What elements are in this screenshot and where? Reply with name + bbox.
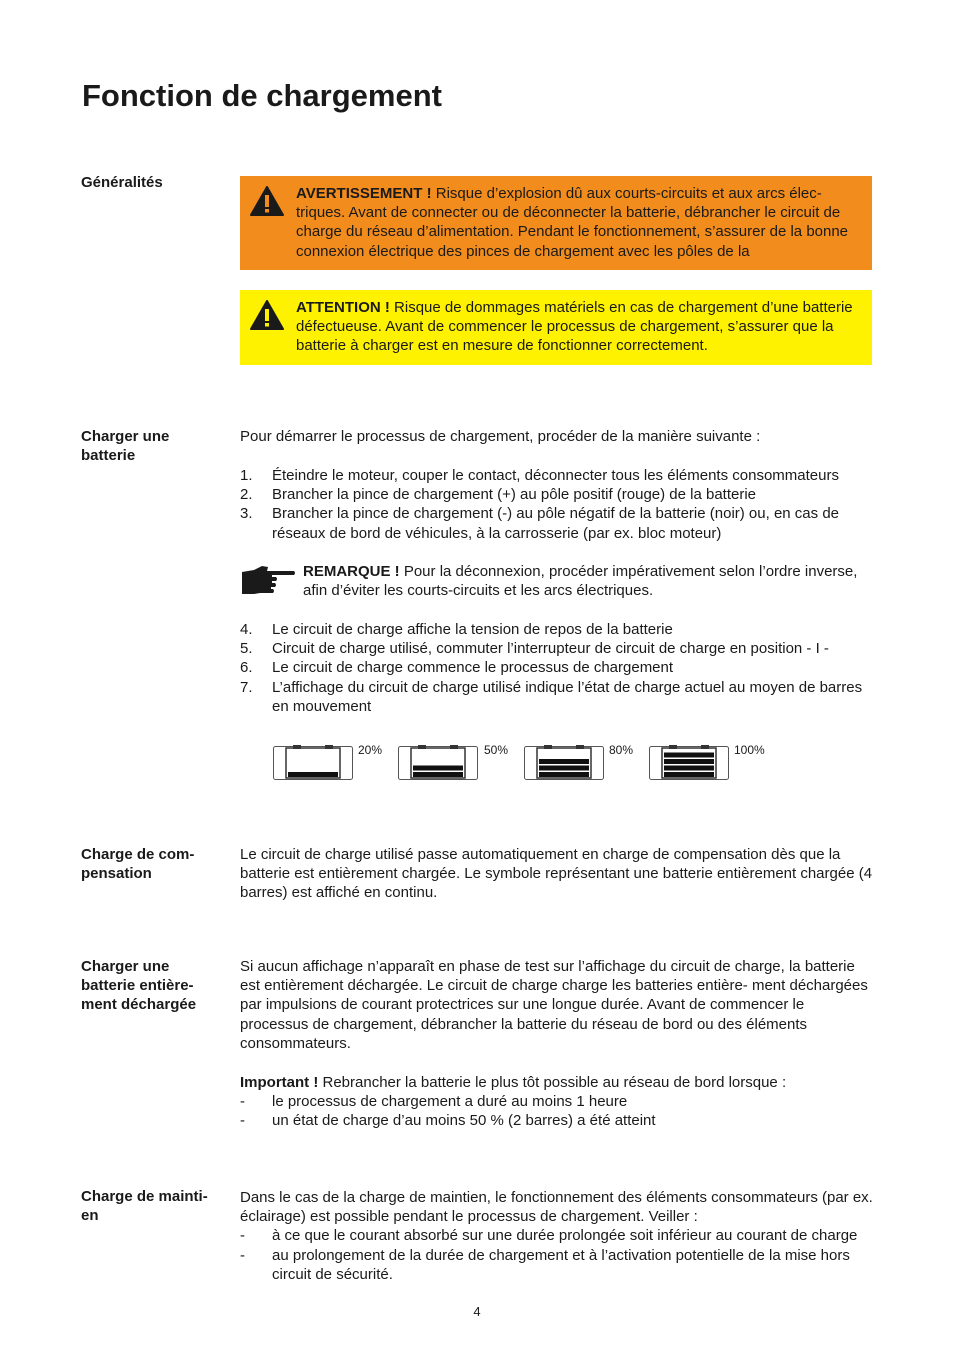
caution-text: Risque de dommages matériels en cas de chargement d’une batterie défectueuse. Avant de commencer le processus de chargement, s’assurer que la batterie à charger est en mesure de fonctionner correctement. <box>296 299 853 355</box>
page-number: 4 <box>473 1304 481 1319</box>
note-block <box>240 562 876 600</box>
battery-level-label: 80% <box>609 743 634 757</box>
caution-label: ATTENTION ! <box>296 299 390 316</box>
battery-level-label: 50% <box>484 743 509 757</box>
battery-bar <box>413 772 463 777</box>
battery-level-icon <box>524 743 604 780</box>
note-text: Pour la déconnexion, procéder impérativement selon l’ordre inverse, afin d’éviter les courts-circuits et les arcs électriques. <box>303 563 858 600</box>
caution-box <box>240 290 872 365</box>
warning-label: AVERTISSEMENT ! <box>296 185 432 202</box>
battery-bar <box>539 759 589 764</box>
steps-list-a <box>240 466 876 543</box>
section-label-compensation: Charge de com- pensation <box>81 846 195 883</box>
list-item: - un état de charge d’au moins 50 % (2 barres) a été atteint <box>240 1112 656 1130</box>
battery-bar <box>413 766 463 771</box>
battery-level-label: 20% <box>358 743 383 757</box>
battery-bar <box>664 766 714 771</box>
charger-intro: Pour démarrer le processus de chargement, procéder de la manière suivante : <box>240 428 761 445</box>
list-item: 3. Brancher la pince de chargement (-) au pôle négatif de la batterie (noir) ou, en cas de réseaux de bord de véhicules, à la carrosserie (par ex. bloc moteur) <box>240 505 839 542</box>
battery-bar <box>664 772 714 777</box>
battery-level-icon <box>273 743 353 780</box>
battery-bar <box>539 772 589 777</box>
maintien-block <box>240 1188 876 1284</box>
battery-bar <box>664 759 714 764</box>
list-item: - au prolongement de la durée de chargement et à l’activation potentielle de la mise hors circuit de sécurité. <box>240 1246 850 1283</box>
battery-level-label: 100% <box>734 743 765 757</box>
list-item: 4. Le circuit de charge affiche la tension de repos de la batterie <box>240 621 673 638</box>
section-label-generalites: Généralités <box>81 174 163 191</box>
maintien-text: Dans le cas de la charge de maintien, le fonctionnement des éléments consommateurs (par ex. éclairage) est possible pendant le processus de chargement. Veiller : <box>240 1189 873 1226</box>
list-item: 6. Le circuit de charge commence le processus de chargement <box>240 659 674 677</box>
important-text: Rebrancher la batterie le plus tôt possible au réseau de bord lorsque : <box>318 1074 787 1091</box>
battery-bar <box>288 772 338 777</box>
battery-level-icon <box>398 743 478 780</box>
list-item: - à ce que le courant absorbé sur une durée prolongée soit inférieur au courant de charge <box>240 1227 858 1245</box>
important-label: Important ! <box>240 1074 319 1091</box>
battery-level-icon <box>649 743 729 780</box>
battery-bar <box>664 753 714 758</box>
list-item: 2. Brancher la pince de chargement (+) au pôle positif (rouge) de la batterie <box>240 486 757 504</box>
section-label-maintien: Charge de mainti- en <box>81 1188 208 1225</box>
compensation-text: Le circuit de charge utilisé passe automatiquement en charge de compensation dès que la batterie est entièrement chargée. Le symbole représentant une batterie entièrement chargée (4 barres) est affiché en continu. <box>240 846 873 902</box>
warning-box <box>240 176 872 270</box>
list-item: 7. L’affichage du circuit de charge utilisé indique l’état de charge actuel au moyen de barres en mouvement <box>240 678 863 715</box>
battery-bar <box>539 766 589 771</box>
warning-triangle-icon <box>250 300 284 330</box>
warning-triangle-icon <box>250 186 284 216</box>
warning-text: Risque d’explosion dû aux courts-circuits et aux arcs élec- triques. Avant de connecter ou de déconnecter la batterie, débrancher le circuit de charge du réseau d’alimentation. Pendant le fonctionnement, s’assurer de la bonne connexion électrique des pinces de chargement avec les pôles de la <box>296 185 849 260</box>
list-item: 1. Éteindre le moteur, couper le contact, déconnecter tous les éléments consommateurs <box>240 467 839 484</box>
section-label-dechargee: Charger une batterie entière- ment déchargée <box>81 958 197 1014</box>
pointing-hand-icon <box>240 564 296 600</box>
list-item: - le processus de chargement a duré au moins 1 heure <box>240 1093 628 1111</box>
list-item: 5. Circuit de charge utilisé, commuter l’interrupteur de circuit de charge en position - I - <box>240 640 829 658</box>
section-label-charger: Charger une batterie <box>81 428 170 465</box>
dechargee-text: Si aucun affichage n’apparaît en phase de test sur l’affichage du circuit de charge, la batterie est entièrement déchargée. Le circuit de charge charge les batteries entière- ment déchargées par impulsions de courant protectrices sur une longue durée. Avant de commencer le processus de chargement, débrancher la batterie du réseau de bord ou des éléments consommateurs. <box>240 958 868 1052</box>
note-label: REMARQUE ! <box>303 563 400 580</box>
important-block <box>240 1073 876 1131</box>
steps-list-b <box>240 620 876 716</box>
page-title: Fonction de chargement <box>82 78 442 113</box>
